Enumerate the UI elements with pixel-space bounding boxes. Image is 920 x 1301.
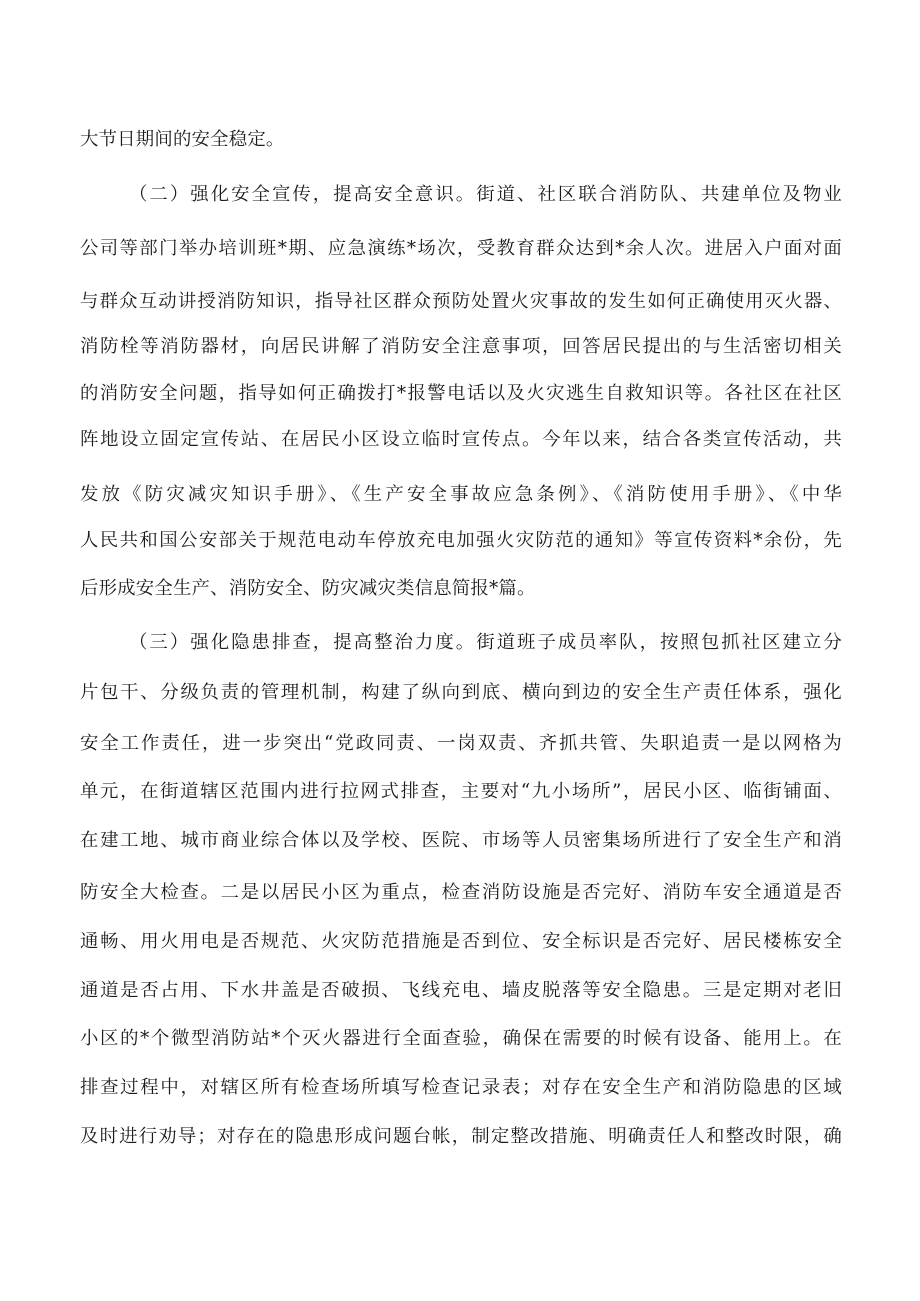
paragraph-line: 安全工作责任，进一步突出“党政同责、一岗双责、齐抓共管、失职追责一是以网格为 — [80, 733, 842, 754]
paragraph-line: 发放《防灾减灾知识手册》、《生产安全事故应急条例》、《消防使用手册》、《中华 — [80, 484, 842, 505]
paragraph-line: 通道是否占用、下水井盖是否破损、飞线充电、墙皮脱落等安全隐患。三是定期对老旧 — [80, 980, 842, 1001]
paragraph-line: 防安全大检查。二是以居民小区为重点，检查消防设施是否完好、消防车安全通道是否 — [80, 882, 842, 903]
paragraph-line: 小区的*个微型消防站*个灭火器进行全面查验，确保在需要的时候有设备、能用上。在 — [80, 1028, 842, 1049]
paragraph-line: 排查过程中，对辖区所有检查场所填写检查记录表；对存在安全生产和消防隐患的区域 — [80, 1077, 842, 1098]
paragraph-line: 单元，在街道辖区范围内进行拉网式排查，主要对“九小场所”，居民小区、临街铺面、 — [80, 781, 842, 802]
paragraph-line: 消防栓等消防器材，向居民讲解了消防安全注意事项，回答居民提出的与生活密切相关 — [80, 336, 842, 357]
paragraph-line: （三）强化隐患排查，提高整治力度。街道班子成员率队，按照包抓社区建立分 — [129, 632, 842, 653]
paragraph-line: 人民共和国公安部关于规范电动车停放充电加强火灾防范的通知》等宣传资料*余份，先 — [80, 530, 842, 551]
paragraph-line: 后形成安全生产、消防安全、防灾减灾类信息简报*篇。 — [80, 578, 536, 599]
paragraph-line: 及时进行劝导；对存在的隐患形成问题台帐，制定整改措施、明确责任人和整改时限，确 — [80, 1126, 842, 1147]
paragraph-line: 通畅、用火用电是否规范、火灾防范措施是否到位、安全标识是否完好、居民楼栋安全 — [80, 931, 842, 952]
paragraph-line: 与群众互动讲授消防知识，指导社区群众预防处置火灾事故的发生如何正确使用灭火器、 — [80, 291, 842, 312]
paragraph-line: （二）强化安全宣传，提高安全意识。街道、社区联合消防队、共建单位及物业 — [129, 184, 842, 205]
paragraph-line: 片包干、分级负责的管理机制，构建了纵向到底、横向到边的安全生产责任体系，强化 — [80, 682, 842, 703]
paragraph-line: 公司等部门举办培训班*期、应急演练*场次，受教育群众达到*余人次。进居入户面对面 — [80, 238, 842, 259]
paragraph-line: 的消防安全问题，指导如何正确拨打*报警电话以及火灾逃生自救知识等。各社区在社区 — [80, 383, 842, 404]
paragraph-line: 阵地设立固定宣传站、在居民小区设立临时宣传点。今年以来，结合各类宣传活动，共 — [80, 429, 842, 450]
paragraph-line: 在建工地、城市商业综合体以及学校、医院、市场等人员密集场所进行了安全生产和消 — [80, 830, 842, 851]
paragraph-line: 大节日期间的安全稳定。 — [80, 129, 285, 150]
